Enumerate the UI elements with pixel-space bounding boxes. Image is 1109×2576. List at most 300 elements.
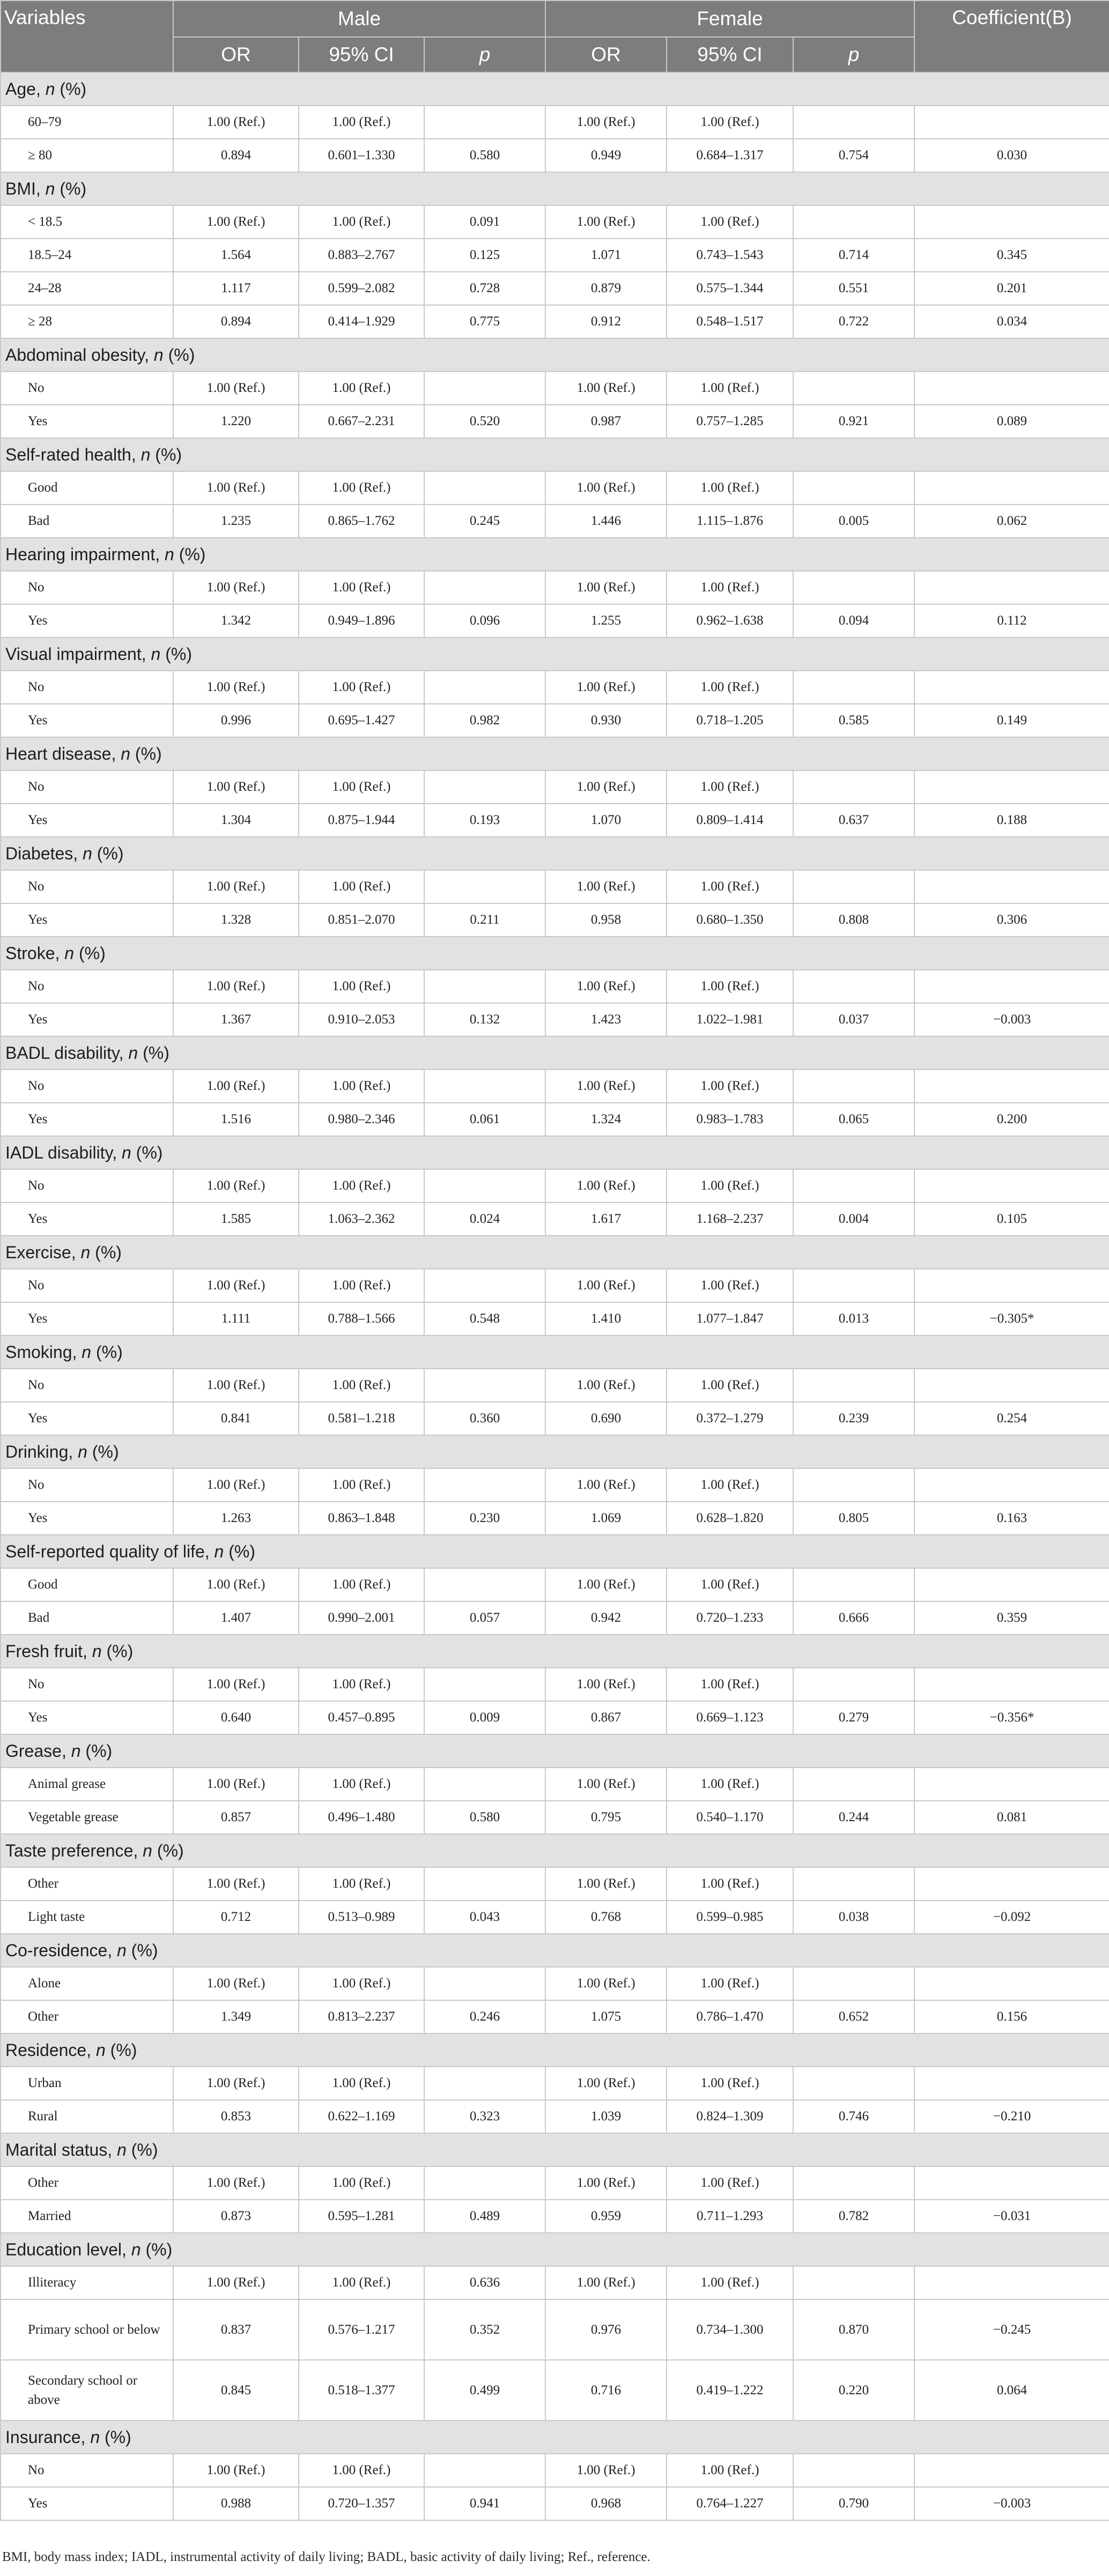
group-title <box>1 937 1109 970</box>
cell-coef: −0.356* <box>914 1701 1109 1734</box>
cell-m-ci: 1.00 (Ref.) <box>299 1768 424 1801</box>
cell-f-ci: 0.575–1.344 <box>667 272 793 305</box>
cell-m-ci: 0.518–1.377 <box>299 2360 424 2421</box>
cell-m-p: 0.211 <box>424 903 545 937</box>
cell-m-p: 0.193 <box>424 804 545 837</box>
cell-coef <box>914 471 1109 504</box>
cell-m-or: 0.988 <box>173 2487 299 2520</box>
group-title-n: n <box>128 1043 138 1063</box>
cell-m-p <box>424 471 545 504</box>
cell-m-or: 0.837 <box>173 2299 299 2360</box>
group-title-n: n <box>80 1242 91 1262</box>
row-label: Yes <box>1 604 173 637</box>
row-label: Yes <box>1 1302 173 1335</box>
cell-coef: 0.149 <box>914 704 1109 737</box>
cell-f-ci: 1.00 (Ref.) <box>667 372 793 405</box>
cell-f-or: 1.00 (Ref.) <box>545 1867 667 1901</box>
cell-m-p: 0.024 <box>424 1202 545 1236</box>
cell-f-or: 1.00 (Ref.) <box>545 2067 667 2100</box>
group-title-percent: (%) <box>160 644 192 664</box>
cell-f-p <box>793 1369 914 1402</box>
cell-f-p: 0.870 <box>793 2299 914 2360</box>
cell-m-ci: 1.063–2.362 <box>299 1202 424 1236</box>
cell-f-ci: 0.757–1.285 <box>667 405 793 438</box>
cell-f-ci: 0.743–1.543 <box>667 239 793 272</box>
group-title-percent: (%) <box>130 744 162 763</box>
cell-m-p: 0.352 <box>424 2299 545 2360</box>
cell-f-p <box>793 2067 914 2100</box>
cell-f-p <box>793 1269 914 1302</box>
cell-m-p <box>424 1169 545 1202</box>
cell-m-p <box>424 1967 545 2000</box>
cell-f-p: 0.714 <box>793 239 914 272</box>
cell-f-or: 0.867 <box>545 1701 667 1734</box>
cell-coef: 0.188 <box>914 804 1109 837</box>
table-row <box>1 1867 1109 1901</box>
row-label: Light taste <box>1 1901 173 1934</box>
row-label: Alone <box>1 1967 173 2000</box>
cell-f-or: 0.768 <box>545 1901 667 1934</box>
cell-f-or: 1.00 (Ref.) <box>545 1568 667 1601</box>
group-title-n: n <box>165 544 174 564</box>
group-title <box>1 2033 1109 2067</box>
cell-m-or: 1.304 <box>173 804 299 837</box>
row-label: No <box>1 1169 173 1202</box>
cell-f-p: 0.220 <box>793 2360 914 2421</box>
table-row <box>1 2360 1109 2421</box>
group-title <box>1 737 1109 770</box>
row-label: No <box>1 1468 173 1502</box>
table-row <box>1 1502 1109 1535</box>
group-title-n: n <box>95 2040 106 2060</box>
cell-coef: 0.105 <box>914 1202 1109 1236</box>
cell-m-or: 1.00 (Ref.) <box>173 870 299 903</box>
row-label: Illiteracy <box>1 2266 173 2299</box>
cell-m-or: 0.640 <box>173 1701 299 1734</box>
cell-m-p <box>424 2067 545 2100</box>
row-label: 24–28 <box>1 272 173 305</box>
group-title-percent: (%) <box>74 943 106 963</box>
cell-m-or: 1.00 (Ref.) <box>173 1668 299 1701</box>
cell-f-or: 1.00 (Ref.) <box>545 1269 667 1302</box>
cell-f-or: 1.00 (Ref.) <box>545 2454 667 2487</box>
cell-coef <box>914 1768 1109 1801</box>
cell-f-or: 1.00 (Ref.) <box>545 2266 667 2299</box>
cell-m-or: 1.117 <box>173 272 299 305</box>
cell-m-or: 1.00 (Ref.) <box>173 2166 299 2200</box>
cell-coef: 0.254 <box>914 1402 1109 1435</box>
cell-m-p <box>424 1768 545 1801</box>
cell-m-ci: 0.788–1.566 <box>299 1302 424 1335</box>
group-title-n: n <box>71 1741 81 1761</box>
cell-m-p <box>424 1867 545 1901</box>
cell-m-p <box>424 1369 545 1402</box>
table-row <box>1 2100 1109 2133</box>
group-title-percent: (%) <box>174 544 206 564</box>
table-row <box>1 604 1109 637</box>
cell-f-ci: 0.628–1.820 <box>667 1502 793 1535</box>
cell-f-p <box>793 2454 914 2487</box>
cell-f-ci: 0.680–1.350 <box>667 903 793 937</box>
group-title-n: n <box>143 1840 152 1860</box>
group-title-text: Grease, <box>5 1741 71 1761</box>
group-title-text: Drinking, <box>5 1442 78 1461</box>
table-row <box>1 704 1109 737</box>
table-row <box>1 1070 1109 1103</box>
row-label: Good <box>1 1568 173 1601</box>
cell-m-or: 1.00 (Ref.) <box>173 1768 299 1801</box>
cell-f-or: 0.716 <box>545 2360 667 2421</box>
cell-coef <box>914 870 1109 903</box>
cell-coef <box>914 106 1109 139</box>
group-title-n: n <box>83 843 92 863</box>
cell-coef: 0.081 <box>914 1801 1109 1834</box>
cell-f-or: 1.00 (Ref.) <box>545 471 667 504</box>
cell-m-or: 1.00 (Ref.) <box>173 1070 299 1103</box>
cell-m-p: 0.132 <box>424 1003 545 1036</box>
cell-m-p: 0.548 <box>424 1302 545 1335</box>
cell-f-ci: 1.00 (Ref.) <box>667 770 793 804</box>
cell-f-ci: 0.684–1.317 <box>667 139 793 172</box>
cell-coef: 0.062 <box>914 504 1109 538</box>
cell-m-p: 0.096 <box>424 604 545 637</box>
cell-m-ci: 1.00 (Ref.) <box>299 2454 424 2487</box>
cell-f-ci: 0.824–1.309 <box>667 2100 793 2133</box>
group-row <box>1 338 1109 372</box>
cell-f-ci: 0.786–1.470 <box>667 2000 793 2033</box>
group-title-n: n <box>90 2427 100 2447</box>
row-label: Rural <box>1 2100 173 2133</box>
cell-m-p: 0.061 <box>424 1103 545 1136</box>
cell-m-p: 0.580 <box>424 1801 545 1834</box>
group-title-n: n <box>117 2140 127 2159</box>
cell-coef: 0.034 <box>914 305 1109 338</box>
cell-f-or: 1.070 <box>545 804 667 837</box>
header-female: Female <box>545 1 914 37</box>
group-row <box>1 2421 1109 2454</box>
cell-m-or: 1.00 (Ref.) <box>173 1967 299 2000</box>
header-male: Male <box>173 1 545 37</box>
cell-m-ci: 0.720–1.357 <box>299 2487 424 2520</box>
cell-f-or: 0.949 <box>545 139 667 172</box>
cell-coef <box>914 970 1109 1003</box>
row-label: No <box>1 1070 173 1103</box>
group-title <box>1 637 1109 671</box>
row-label: Secondary school or above <box>1 2360 173 2421</box>
cell-f-ci: 1.022–1.981 <box>667 1003 793 1036</box>
cell-m-or: 1.00 (Ref.) <box>173 471 299 504</box>
group-title-percent: (%) <box>138 1043 169 1063</box>
table-row <box>1 870 1109 903</box>
row-label: Vegetable grease <box>1 1801 173 1834</box>
group-title-percent: (%) <box>141 2239 173 2259</box>
cell-m-p: 0.125 <box>424 239 545 272</box>
cell-coef: −0.092 <box>914 1901 1109 1934</box>
cell-m-ci: 1.00 (Ref.) <box>299 2266 424 2299</box>
group-title-text: Age, <box>5 79 46 99</box>
cell-m-or: 0.894 <box>173 305 299 338</box>
cell-coef: 0.201 <box>914 272 1109 305</box>
cell-m-ci: 0.581–1.218 <box>299 1402 424 1435</box>
cell-coef: 0.200 <box>914 1103 1109 1136</box>
group-title-text: BADL disability, <box>5 1043 129 1063</box>
table-row <box>1 1901 1109 1934</box>
cell-f-ci: 0.720–1.233 <box>667 1601 793 1635</box>
cell-m-ci: 1.00 (Ref.) <box>299 671 424 704</box>
cell-f-or: 1.00 (Ref.) <box>545 671 667 704</box>
row-label: No <box>1 671 173 704</box>
group-row <box>1 1535 1109 1568</box>
group-title <box>1 1435 1109 1468</box>
table-row <box>1 1269 1109 1302</box>
cell-f-ci: 1.00 (Ref.) <box>667 1668 793 1701</box>
cell-f-or: 1.00 (Ref.) <box>545 205 667 239</box>
cell-m-p: 0.246 <box>424 2000 545 2033</box>
header-female-or: OR <box>545 37 667 72</box>
row-label: No <box>1 1369 173 1402</box>
row-label: Bad <box>1 504 173 538</box>
cell-f-ci: 1.00 (Ref.) <box>667 1768 793 1801</box>
cell-f-p: 0.005 <box>793 504 914 538</box>
header-coefficient: Coefficient(B) <box>914 1 1109 72</box>
cell-m-ci: 1.00 (Ref.) <box>299 106 424 139</box>
cell-m-ci: 1.00 (Ref.) <box>299 1967 424 2000</box>
cell-f-ci: 1.00 (Ref.) <box>667 970 793 1003</box>
cell-f-ci: 1.00 (Ref.) <box>667 1169 793 1202</box>
group-title-n: n <box>64 943 75 963</box>
table-body <box>1 72 1109 2520</box>
row-label: ≥ 28 <box>1 305 173 338</box>
row-label: No <box>1 970 173 1003</box>
group-title-n: n <box>78 1442 87 1461</box>
cell-m-or: 1.00 (Ref.) <box>173 970 299 1003</box>
cell-f-p: 0.013 <box>793 1302 914 1335</box>
group-title-n: n <box>121 1142 131 1162</box>
cell-f-or: 1.00 (Ref.) <box>545 970 667 1003</box>
group-title-text: BMI, <box>5 179 46 198</box>
cell-m-or: 1.00 (Ref.) <box>173 106 299 139</box>
group-title-percent: (%) <box>150 444 182 464</box>
cell-f-p <box>793 1867 914 1901</box>
cell-f-p <box>793 1768 914 1801</box>
cell-coef <box>914 2166 1109 2200</box>
row-label: Yes <box>1 804 173 837</box>
cell-m-ci: 0.813–2.237 <box>299 2000 424 2033</box>
cell-f-p <box>793 106 914 139</box>
cell-coef <box>914 770 1109 804</box>
table-row <box>1 1601 1109 1635</box>
cell-f-ci: 0.599–0.985 <box>667 1901 793 1934</box>
cell-coef: 0.089 <box>914 405 1109 438</box>
cell-m-ci: 1.00 (Ref.) <box>299 1169 424 1202</box>
table-row <box>1 804 1109 837</box>
cell-m-p <box>424 1668 545 1701</box>
cell-m-or: 1.263 <box>173 1502 299 1535</box>
cell-f-or: 1.00 (Ref.) <box>545 106 667 139</box>
cell-m-p: 0.941 <box>424 2487 545 2520</box>
group-row <box>1 1934 1109 1967</box>
cell-m-or: 1.00 (Ref.) <box>173 1867 299 1901</box>
cell-m-or: 1.00 (Ref.) <box>173 2454 299 2487</box>
table-footnote: BMI, body mass index; IADL, instrumental activity of daily living; BADL, basic activity of daily living; Ref., reference. <box>2 2550 650 2564</box>
row-label: No <box>1 1668 173 1701</box>
cell-m-p: 0.360 <box>424 1402 545 1435</box>
row-label: Yes <box>1 903 173 937</box>
group-title-n: n <box>151 644 161 664</box>
cell-m-ci: 1.00 (Ref.) <box>299 1867 424 1901</box>
cell-m-p: 0.636 <box>424 2266 545 2299</box>
cell-f-or: 0.942 <box>545 1601 667 1635</box>
cell-m-ci: 0.414–1.929 <box>299 305 424 338</box>
row-label: < 18.5 <box>1 205 173 239</box>
cell-f-ci: 1.00 (Ref.) <box>667 1568 793 1601</box>
cell-f-ci: 1.00 (Ref.) <box>667 2067 793 2100</box>
cell-f-p <box>793 205 914 239</box>
cell-f-or: 0.958 <box>545 903 667 937</box>
cell-m-p <box>424 1468 545 1502</box>
cell-m-p: 0.580 <box>424 139 545 172</box>
cell-coef <box>914 1369 1109 1402</box>
cell-f-or: 1.00 (Ref.) <box>545 2166 667 2200</box>
group-title-text: Hearing impairment, <box>5 544 165 564</box>
table-row <box>1 970 1109 1003</box>
cell-f-p <box>793 372 914 405</box>
cell-coef: −0.245 <box>914 2299 1109 2360</box>
cell-m-ci: 0.910–2.053 <box>299 1003 424 1036</box>
cell-f-ci: 1.00 (Ref.) <box>667 471 793 504</box>
cell-m-or: 1.00 (Ref.) <box>173 1568 299 1601</box>
cell-m-p <box>424 372 545 405</box>
cell-f-ci: 0.962–1.638 <box>667 604 793 637</box>
group-title-text: Self-rated health, <box>5 444 141 464</box>
group-title-n: n <box>131 2239 141 2259</box>
group-title-text: Self-reported quality of life, <box>5 1541 215 1561</box>
group-title <box>1 1734 1109 1768</box>
group-row <box>1 1435 1109 1468</box>
table-row <box>1 1568 1109 1601</box>
cell-m-ci: 1.00 (Ref.) <box>299 471 424 504</box>
table-row <box>1 504 1109 538</box>
cell-m-or: 1.516 <box>173 1103 299 1136</box>
cell-m-p: 0.728 <box>424 272 545 305</box>
group-title-text: Education level, <box>5 2239 131 2259</box>
cell-m-ci: 0.601–1.330 <box>299 139 424 172</box>
cell-m-or: 1.235 <box>173 504 299 538</box>
group-title <box>1 1934 1109 1967</box>
cell-f-ci: 1.00 (Ref.) <box>667 106 793 139</box>
row-label: Yes <box>1 1402 173 1435</box>
cell-m-p: 0.009 <box>424 1701 545 1734</box>
cell-f-ci: 1.00 (Ref.) <box>667 205 793 239</box>
table-row <box>1 1967 1109 2000</box>
cell-m-p <box>424 671 545 704</box>
cell-f-ci: 1.00 (Ref.) <box>667 671 793 704</box>
table-row <box>1 1369 1109 1402</box>
cell-f-ci: 0.809–1.414 <box>667 804 793 837</box>
row-label: Yes <box>1 704 173 737</box>
header-female-ci: 95% CI <box>667 37 793 72</box>
group-title-n: n <box>141 444 151 464</box>
cell-m-ci: 0.496–1.480 <box>299 1801 424 1834</box>
group-title <box>1 2421 1109 2454</box>
group-title <box>1 172 1109 205</box>
cell-m-or: 1.00 (Ref.) <box>173 2266 299 2299</box>
group-title-text: Smoking, <box>5 1342 82 1362</box>
cell-m-ci: 0.949–1.896 <box>299 604 424 637</box>
group-title-n: n <box>117 1940 127 1960</box>
header-male-or: OR <box>173 37 299 72</box>
cell-f-or: 1.00 (Ref.) <box>545 571 667 604</box>
group-title-percent: (%) <box>126 2140 158 2159</box>
group-title-percent: (%) <box>126 1940 158 1960</box>
header-variables: Variables <box>1 1 173 72</box>
table-row <box>1 571 1109 604</box>
cell-f-p: 0.652 <box>793 2000 914 2033</box>
row-label: 18.5–24 <box>1 239 173 272</box>
table-row <box>1 372 1109 405</box>
cell-f-or: 0.976 <box>545 2299 667 2360</box>
cell-f-ci: 0.764–1.227 <box>667 2487 793 2520</box>
cell-f-or: 0.930 <box>545 704 667 737</box>
cell-f-p: 0.239 <box>793 1402 914 1435</box>
row-label: Married <box>1 2200 173 2233</box>
cell-f-p: 0.921 <box>793 405 914 438</box>
table-row <box>1 1402 1109 1435</box>
cell-f-or: 1.00 (Ref.) <box>545 1468 667 1502</box>
cell-f-or: 1.324 <box>545 1103 667 1136</box>
cell-f-ci: 0.419–1.222 <box>667 2360 793 2421</box>
cell-f-ci: 1.00 (Ref.) <box>667 1269 793 1302</box>
cell-f-ci: 0.548–1.517 <box>667 305 793 338</box>
cell-f-or: 1.00 (Ref.) <box>545 1070 667 1103</box>
table-row <box>1 1668 1109 1701</box>
cell-f-ci: 1.168–2.237 <box>667 1202 793 1236</box>
cell-f-p <box>793 1967 914 2000</box>
table-row <box>1 1468 1109 1502</box>
cell-f-or: 0.912 <box>545 305 667 338</box>
cell-m-or: 0.857 <box>173 1801 299 1834</box>
cell-m-or: 1.00 (Ref.) <box>173 671 299 704</box>
cell-f-p <box>793 1070 914 1103</box>
table-row <box>1 1302 1109 1335</box>
cell-m-p: 0.057 <box>424 1601 545 1635</box>
cell-f-p <box>793 571 914 604</box>
cell-f-p: 0.585 <box>793 704 914 737</box>
table-row <box>1 1701 1109 1734</box>
cell-f-p: 0.637 <box>793 804 914 837</box>
cell-m-or: 1.00 (Ref.) <box>173 770 299 804</box>
cell-coef: −0.305* <box>914 1302 1109 1335</box>
group-title-text: IADL disability, <box>5 1142 122 1162</box>
cell-f-p: 0.037 <box>793 1003 914 1036</box>
cell-f-p <box>793 671 914 704</box>
cell-f-or: 0.987 <box>545 405 667 438</box>
table-row <box>1 2000 1109 2033</box>
cell-f-p: 0.808 <box>793 903 914 937</box>
group-title-percent: (%) <box>100 2427 131 2447</box>
cell-m-or: 1.00 (Ref.) <box>173 1369 299 1402</box>
cell-f-p <box>793 1568 914 1601</box>
cell-m-or: 1.220 <box>173 405 299 438</box>
table-row <box>1 106 1109 139</box>
cell-f-or: 1.069 <box>545 1502 667 1535</box>
table-row <box>1 471 1109 504</box>
cell-m-ci: 0.599–2.082 <box>299 272 424 305</box>
cell-f-or: 1.617 <box>545 1202 667 1236</box>
table-row <box>1 305 1109 338</box>
cell-m-ci: 0.667–2.231 <box>299 405 424 438</box>
group-title-text: Residence, <box>5 2040 96 2060</box>
